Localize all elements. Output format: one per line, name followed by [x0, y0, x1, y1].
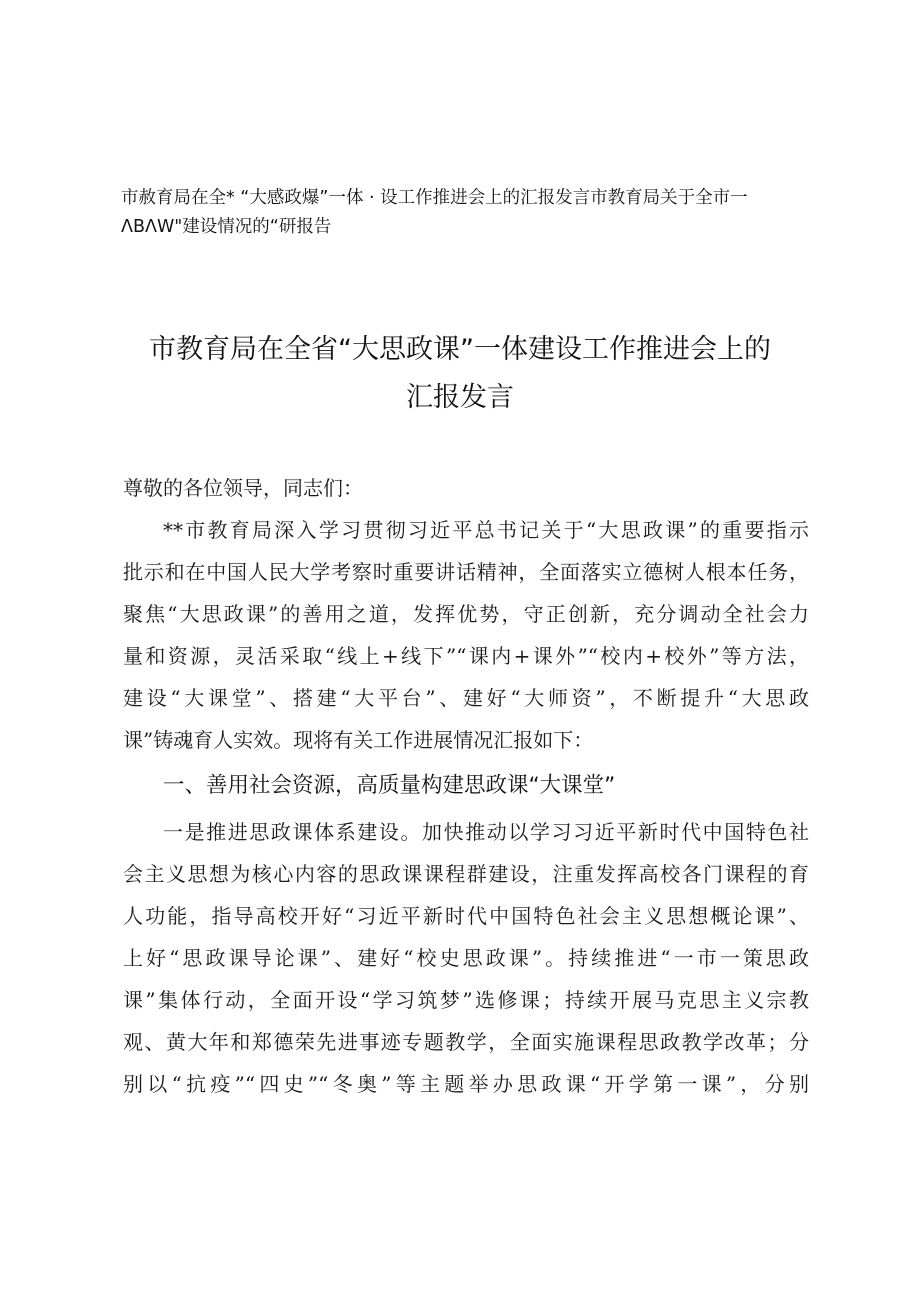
intro-line: 课”铸魂育人实效。现将有关工作进展情况汇报如下：: [123, 728, 594, 752]
section-1-line: 别以“抗疫”“四史”“冬奥”等主题举办思政课“开学第一课”，分别: [123, 1072, 809, 1096]
section-1-line: 会主义思想为核心内容的思政课课程群建设，注重发挥高校各门课程的育: [123, 862, 809, 886]
section-1-line: 人功能，指导高校开好“习近平新时代中国特色社会主义思想概论课”、: [123, 904, 809, 928]
intro-line: 量和资源，灵活采取“线上+线下”“课内+课外”“校内+校外”等方法，: [123, 644, 809, 668]
section-1-line: 观、黄大年和郑德荣先进事迹专题教学，全面实施课程思政教学改革；分: [123, 1030, 809, 1054]
section-1-line: 一是推进思政课体系建设。加快推动以学习习近平新时代中国特色社: [163, 820, 809, 844]
document-title-line-2: 汇报发言: [406, 382, 514, 413]
section-heading-1: 一、善用社会资源，高质量构建思政课“大课堂”: [163, 773, 616, 798]
intro-line: 建设“大课堂”、搭建“大平台”、建好“大师资”，不断提升“大思政: [123, 686, 809, 710]
salutation: 尊敬的各位领导，同志们：: [123, 476, 363, 500]
document-title-line-1: 市教育局在全省“大思政课”一体建设工作推进会上的: [149, 334, 771, 365]
intro-line: **市教育局深入学习贯彻习近平总书记关于“大思政课”的重要指示: [163, 518, 809, 542]
header-line-2: ΛBΛW"建设情况的“研报告: [121, 217, 332, 237]
section-1-line: 上好“思政课导论课”、建好“校史思政课”。持续推进“一市一策思政: [123, 946, 809, 970]
section-1-line: 课”集体行动，全面开设“学习筑梦”选修课；持续开展马克思主义宗教: [123, 988, 809, 1012]
header-line-1: 市赦育局在全* “大感政爆”一体 · 设工作推进会上的汇报发言市教育局关于全市一: [121, 188, 748, 208]
intro-line: 批示和在中国人民大学考察时重要讲话精神，全面落实立德树人根本任务，: [123, 560, 809, 584]
intro-line: 聚焦“大思政课”的善用之道，发挥优势，守正创新，充分调动全社会力: [123, 602, 809, 626]
